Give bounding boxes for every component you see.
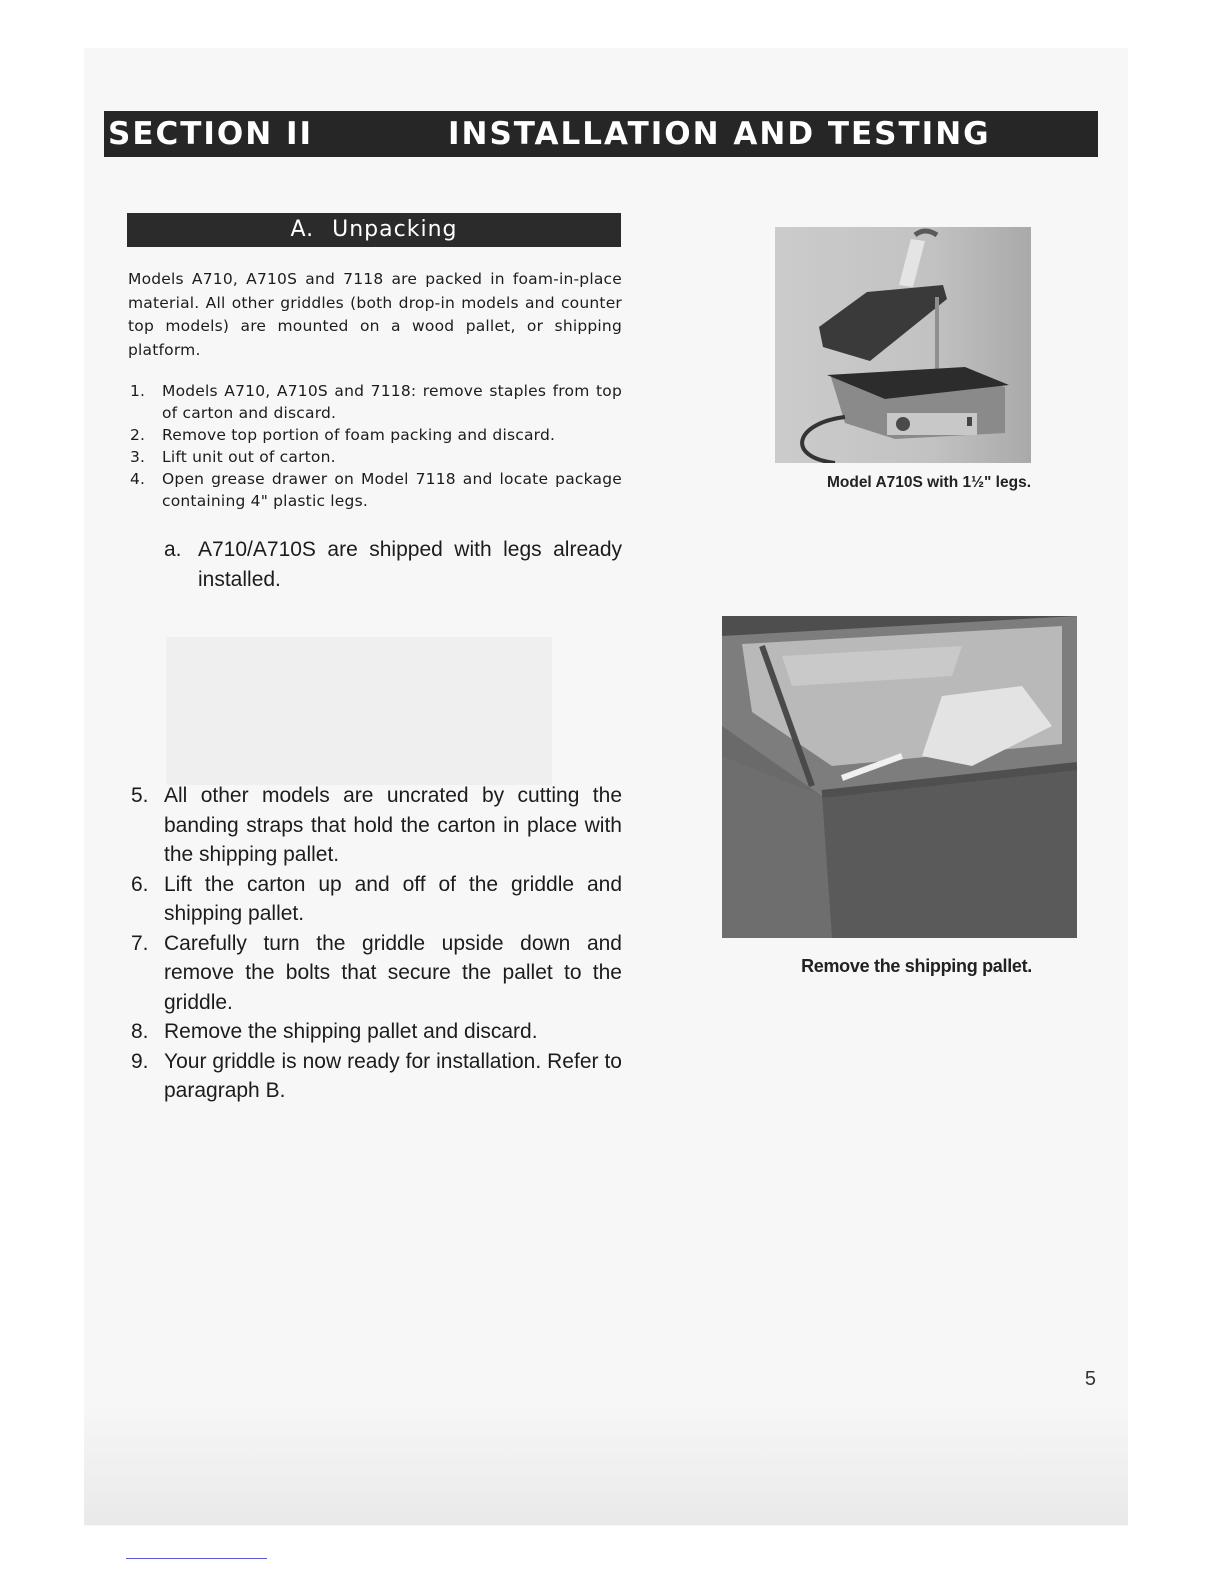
section-title: INSTALLATION AND TESTING: [448, 116, 991, 152]
list-item: [128, 870, 622, 929]
list-item: [128, 446, 622, 468]
subsection-banner: [127, 213, 621, 247]
list-item: [128, 929, 622, 1018]
list-item: [128, 468, 622, 512]
list-item: [128, 1017, 622, 1047]
step-text: Remove the shipping pallet and discard.: [164, 1020, 538, 1043]
substep-letter: a.: [164, 538, 182, 561]
list-item: [128, 424, 622, 446]
subsection-title: Unpacking: [332, 217, 458, 242]
step-number: 4.: [130, 470, 146, 488]
step-number: 6.: [131, 872, 149, 896]
steps-list-part1: [128, 380, 622, 512]
page-bottom-shade: [84, 1405, 1128, 1525]
step-text: Lift unit out of carton.: [162, 448, 336, 466]
pallet-photo: [722, 616, 1077, 938]
list-item: [128, 781, 622, 870]
figure-caption-1: Model A710S with 1½" legs.: [826, 474, 1031, 491]
bottom-link-rule: [126, 1558, 267, 1559]
page-number: 5: [1084, 1368, 1096, 1390]
step-number: 5.: [131, 784, 149, 807]
substep-text: A710/A710S are shipped with legs already installed.: [198, 538, 622, 591]
steps-list-part2: [128, 781, 622, 1106]
step-number: 8.: [131, 1020, 149, 1043]
step-number: 9.: [131, 1049, 149, 1073]
section-banner: [104, 111, 1098, 157]
bleed-through-image: [166, 637, 552, 785]
substep-a: [164, 535, 622, 595]
step-number: 1.: [130, 382, 146, 400]
step-text: All other models are uncrated by cutting the banding straps that hold the carton in place with the shipping pallet.: [164, 784, 622, 866]
step-number: 3.: [130, 448, 146, 466]
step-text: Lift the carton up and off of the griddle and shipping pallet.: [164, 872, 622, 925]
griddle-illustration: [775, 227, 1031, 463]
subsection-letter: A.: [290, 217, 315, 242]
figure-caption-2: Remove the shipping pallet.: [801, 956, 1032, 976]
step-text: Carefully turn the griddle upside down and remove the bolts that secure the pallet to the griddle.: [164, 931, 622, 1014]
list-item: [128, 1047, 622, 1106]
pallet-illustration: [722, 616, 1077, 938]
list-item: [128, 380, 622, 424]
intro-paragraph: Models A710, A710S and 7118 are packed in foam-in-place material. All other griddles (both drop-in models and counter top models) are mounted on a wood pallet, or shipping platform.: [128, 270, 622, 359]
step-text: Models A710, A710S and 7118: remove staples from top of carton and discard.: [162, 382, 622, 422]
griddle-photo: [775, 227, 1031, 463]
step-text: Remove top portion of foam packing and discard.: [162, 426, 556, 444]
step-number: 2.: [130, 426, 146, 444]
step-text: Open grease drawer on Model 7118 and locate package containing 4" plastic legs.: [162, 470, 622, 510]
step-text: Your griddle is now ready for installation. Refer to paragraph B.: [164, 1049, 622, 1102]
section-number: SECTION II: [108, 116, 314, 152]
step-number: 7.: [131, 931, 149, 955]
